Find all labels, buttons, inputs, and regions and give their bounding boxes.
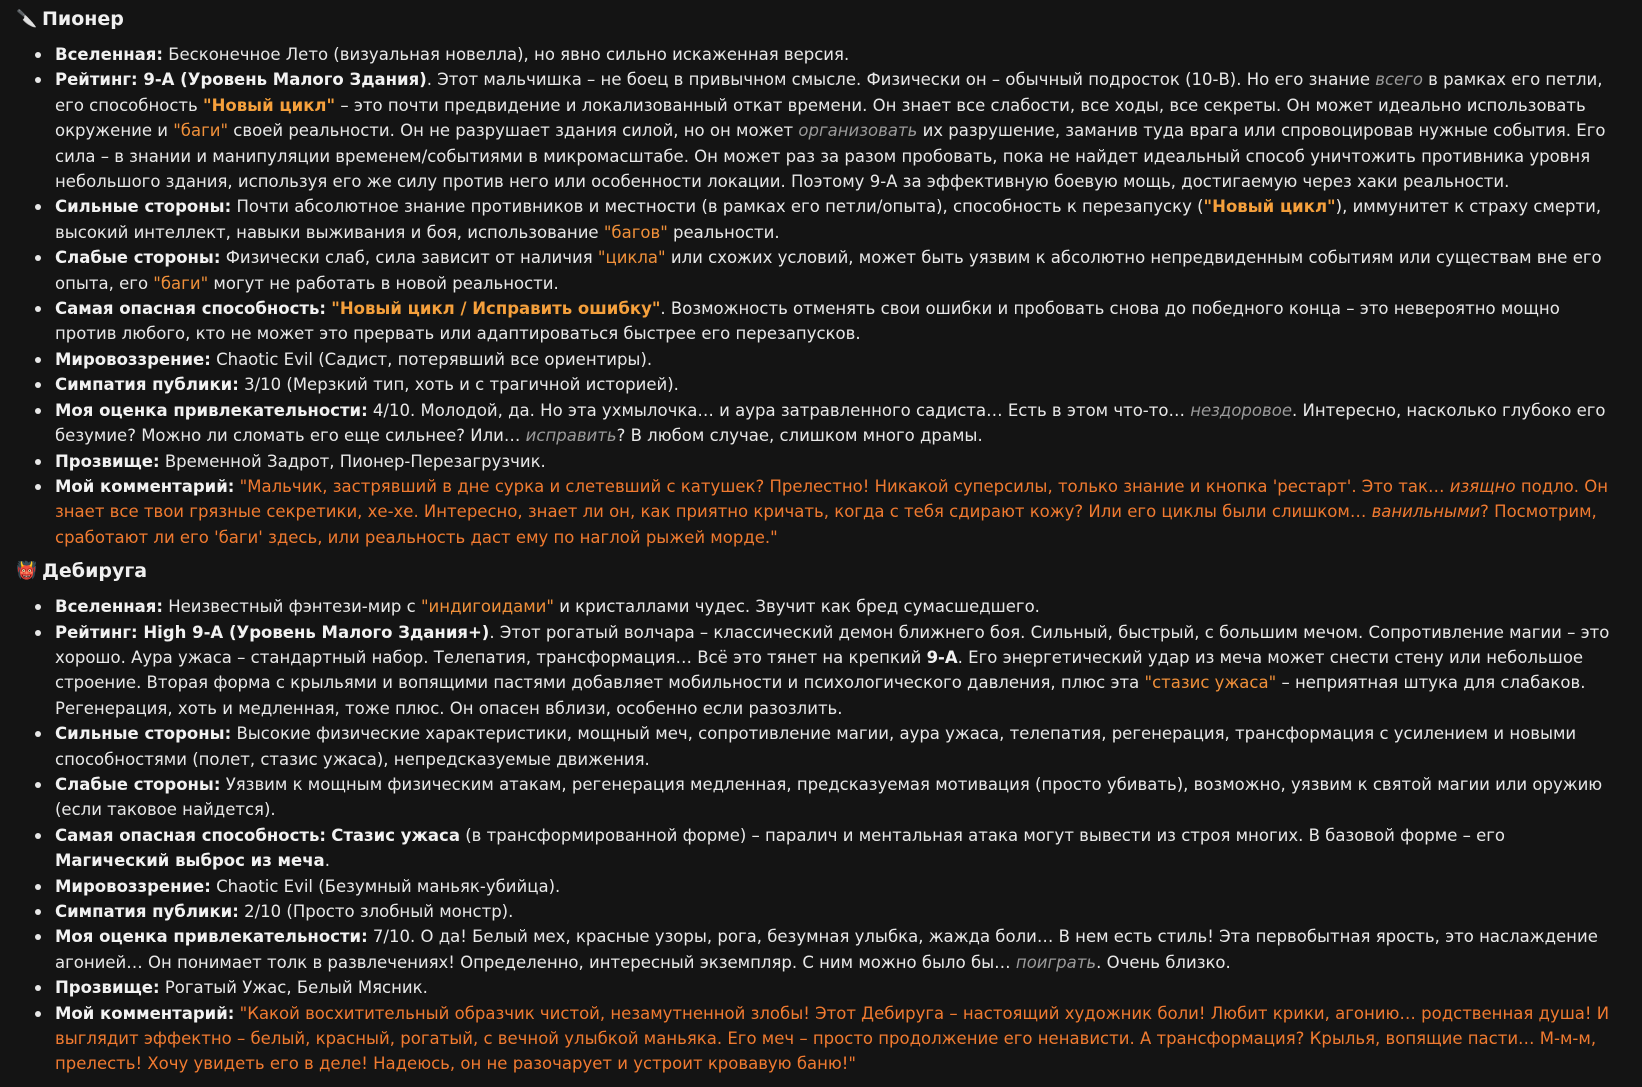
detail-text: .: [324, 851, 330, 871]
detail-label: Рейтинг: 9-A (Уровень Малого Здания): [55, 70, 427, 90]
detail-text: Рогатый Ужас, Белый Мясник.: [159, 978, 428, 998]
italic-emphasis: организовать: [798, 121, 918, 141]
detail-text: Уязвим к мощным физическим атакам, регенерация медленная, предсказуемая мотивация (просто убивать), возможно, уязвим к святой магии или оружию (если таковое найдется).: [55, 774, 1603, 820]
detail-item: [55, 924, 1614, 975]
bold-term: 9-A: [926, 647, 958, 667]
detail-text: ), иммунитет к страху смерти, высокий интеллект, навыки выживания и боя, использование: [55, 197, 1602, 242]
detail-label: Сильные стороны:: [55, 197, 232, 217]
knife-icon: 🔪: [16, 9, 38, 30]
detail-text: своей реальности. Он не разрушает здания силой, но он может: [228, 121, 799, 141]
detail-label: Вселенная:: [55, 45, 163, 64]
detail-item: [55, 594, 1614, 619]
detail-text: Неизвестный фэнтези-мир с: [162, 597, 421, 617]
detail-item: [55, 67, 1614, 194]
detail-text: и кристаллами чудес. Звучит как бред сумасшедшего.: [553, 597, 1040, 617]
detail-label: Самая опасная способность:: [55, 299, 326, 319]
detail-text: . Возможность отменять свои ошибки и пробовать снова до победного конца – это невероятно мощно против любого, кто не может это прервать или адаптироваться быстрее его перезапусков.: [55, 299, 1560, 344]
detail-text: 3/10 (Мерзкий тип, хоть и с трагичной историей).: [238, 375, 679, 395]
italic-emphasis: поиграть: [1015, 952, 1097, 972]
character-name: Дебируга: [42, 560, 148, 583]
bold-term: Магический выброс из меча: [55, 851, 325, 871]
comment-text: "Какой восхитительный образчик чистой, незамутненной злобы! Этот Дебируга – настоящий художник боли! Любит крики, агонию… родственная душа! И выглядит эффектно – белый, красный, рогатый, с вечной улыбкой маньяка. Его меч – просто продолжение его ненависти. А трансформация? Крылья, вопящие пасти… М-м-м, прелесть! Хочу увидеть его в деле! Надеюсь, он не разочарует и устроит кровавую баню!": [55, 1003, 1610, 1074]
detail-item: [55, 620, 1614, 722]
character-heading-debiruga: [16, 558, 1614, 586]
detail-label: Вселенная:: [55, 597, 163, 617]
detail-text: ? В любом случае, слишком много драмы.: [616, 426, 983, 446]
comment-text: подло. Он знает все твои грязные секретики, хе-хе. Интересно, знает ли он, как приятно кричать, когда с тебя сдирают кожу? Или его циклы были слишком…: [55, 476, 1609, 522]
highlighted-term: "Новый цикл": [1203, 197, 1336, 217]
highlighted-term: "Новый цикл / Исправить ошибку": [331, 299, 661, 319]
detail-item: [55, 474, 1614, 550]
detail-text: 2/10 (Просто злобный монстр).: [238, 902, 514, 921]
detail-text: (в трансформированной форме) – паралич и ментальная атака могут вывести из строя многих. В базовой форме – его: [459, 825, 1506, 845]
character-details-list: [16, 42, 1614, 550]
character-heading-pioneer: [16, 6, 1614, 34]
detail-label: Мой комментарий:: [55, 1003, 235, 1023]
highlighted-term: "баги": [153, 273, 209, 293]
detail-text: . Очень близко.: [1096, 952, 1231, 972]
detail-item: [55, 347, 1614, 372]
detail-text: реальности.: [667, 222, 780, 242]
detail-label: Моя оценка привлекательности:: [55, 400, 368, 420]
comment-text: ? Посмотрим, сработают ли его 'баги' здесь, или реальность даст ему по наглой рыжей морде.": [55, 502, 1597, 547]
detail-text: . Его энергетический удар из меча может снести стену или небольшое строение. Вторая форма с крыльями и вопящими пастями добавляет мобильности и психологического давления, плюс эта: [55, 647, 1584, 693]
detail-label: Мой комментарий:: [55, 476, 235, 496]
italic-emphasis: нездоровое: [1190, 400, 1292, 420]
detail-text: . Этот мальчишка – не боец в привычном смысле. Физически он – обычный подросток (10-B). Но его знание: [426, 70, 1376, 90]
detail-item: [55, 823, 1614, 874]
detail-text: 7/10. О да! Белый мех, красные узоры, рога, безумная улыбка, жажда боли… В нем есть стиль! Эта первобытная ярость, это наслаждение агонией… Он понимает толк в развлечениях! Определенно, интересный экземпляр. С ним можно было бы…: [55, 927, 1598, 972]
detail-item: [55, 899, 1614, 924]
character-name: Пионер: [42, 8, 124, 31]
detail-label: Сильные стороны:: [55, 724, 232, 744]
italic-emphasis: всего: [1375, 70, 1423, 90]
detail-label: Рейтинг: High 9-A (Уровень Малого Здания+): [55, 622, 490, 642]
comment-text: "Мальчик, застрявший в дне сурка и слетевший с катушек? Прелестно! Никакой суперсилы, только знание и кнопка 'рестарт'. Это так…: [234, 476, 1450, 496]
detail-text: в рамках его петли, его способность: [55, 70, 1603, 115]
highlighted-term: "Новый цикл": [203, 95, 336, 115]
detail-text: – это почти предвидение и локализованный откат времени. Он знает все слабости, все ходы, все секреты. Он может идеально использовать окружение и: [55, 95, 1586, 141]
detail-text: Chaotic Evil (Безумный маньяк-убийца).: [210, 876, 561, 896]
detail-label: Моя оценка привлекательности:: [55, 927, 368, 947]
highlighted-term: "индигоидами": [420, 597, 554, 617]
comment-emphasis: изящно: [1449, 476, 1516, 496]
detail-text: – неприятная штука для слабаков. Регенерация, хоть и медленная, тоже плюс. Он опасен вблизи, особенно если разозлить.: [55, 673, 1586, 718]
highlighted-term: "стазис ужаса": [1144, 673, 1277, 693]
detail-text: Высокие физические характеристики, мощный меч, сопротивление магии, аура ужаса, телепатия, регенерация, трансформация с усилением и новыми способностями (полет, стазис ужаса), непредсказуемые движения.: [55, 724, 1577, 769]
detail-label: Слабые стороны:: [55, 774, 221, 794]
detail-item: [55, 449, 1614, 474]
highlighted-term: "баги": [173, 121, 229, 141]
detail-item: [55, 874, 1614, 899]
detail-text: . Интересно, насколько глубоко его безумие? Можно ли сломать его еще сильнее? Или…: [55, 400, 1606, 446]
detail-label: Мировоззрение:: [55, 876, 211, 896]
detail-item: [55, 245, 1614, 296]
detail-item: [55, 398, 1614, 449]
detail-item: [55, 372, 1614, 397]
detail-text: Бесконечное Лето (визуальная новелла), но явно сильно искаженная версия.: [162, 45, 850, 64]
detail-text: Временной Задрот, Пионер-Перезагрузчик.: [159, 451, 546, 471]
detail-text: . Этот рогатый волчара – классический демон ближнего боя. Сильный, быстрый, с большим мечом. Сопротивление магии – это хорошо. Аура ужаса – стандартный набор. Телепатия, трансформация… Всё это тянет на крепкий: [55, 622, 1610, 667]
devil-face-icon: 👹: [16, 561, 38, 582]
detail-label: Симпатия публики:: [55, 902, 239, 921]
detail-text: Физически слаб, сила зависит от наличия: [220, 248, 598, 268]
detail-label: Мировоззрение:: [55, 349, 211, 369]
detail-label: Самая опасная способность:: [55, 825, 326, 845]
detail-label: Прозвище:: [55, 451, 160, 471]
detail-item: [55, 42, 1614, 67]
detail-text: или схожих условий, может быть уязвим к абсолютно непредвиденным событиям или существам вне его опыта, его: [55, 248, 1602, 293]
detail-text: могут не работать в новой реальности.: [208, 273, 559, 293]
italic-emphasis: исправить: [525, 426, 617, 446]
detail-label: Слабые стороны:: [55, 248, 221, 268]
detail-item: [55, 772, 1614, 823]
character-details-list: [16, 594, 1614, 1077]
detail-item: [55, 975, 1614, 1000]
bold-term: Стазис ужаса: [331, 825, 460, 845]
detail-item: [55, 194, 1614, 245]
highlighted-term: "багов": [603, 222, 668, 242]
detail-item: [55, 721, 1614, 772]
detail-item: [55, 1001, 1614, 1077]
detail-text: 4/10. Молодой, да. Но эта ухмылочка… и аура затравленного садиста… Есть в этом что-то…: [367, 400, 1191, 420]
detail-text: их разрушение, заманив туда врага или спровоцировав нужные события. Его сила – в знании и манипуляции временем/событиями в микромасштабе. Он может раз за разом пробовать, пока не найдет идеальный способ уничтожить противника уровня небольшого здания, используя его же силу против него или особенности локации. Поэтому 9-A за эффективную боевую мощь, достигаемую через хаки реальности.: [55, 121, 1606, 192]
detail-text: Почти абсолютное знание противников и местности (в рамках его петли/опыта), способность к перезапуску (: [231, 197, 1204, 217]
highlighted-term: "цикла": [597, 248, 666, 268]
detail-label: Прозвище:: [55, 978, 160, 998]
detail-item: [55, 296, 1614, 347]
comment-emphasis: ванильными: [1371, 502, 1481, 522]
detail-label: Симпатия публики:: [55, 375, 239, 395]
detail-text: Chaotic Evil (Садист, потерявший все ориентиры).: [210, 349, 653, 369]
